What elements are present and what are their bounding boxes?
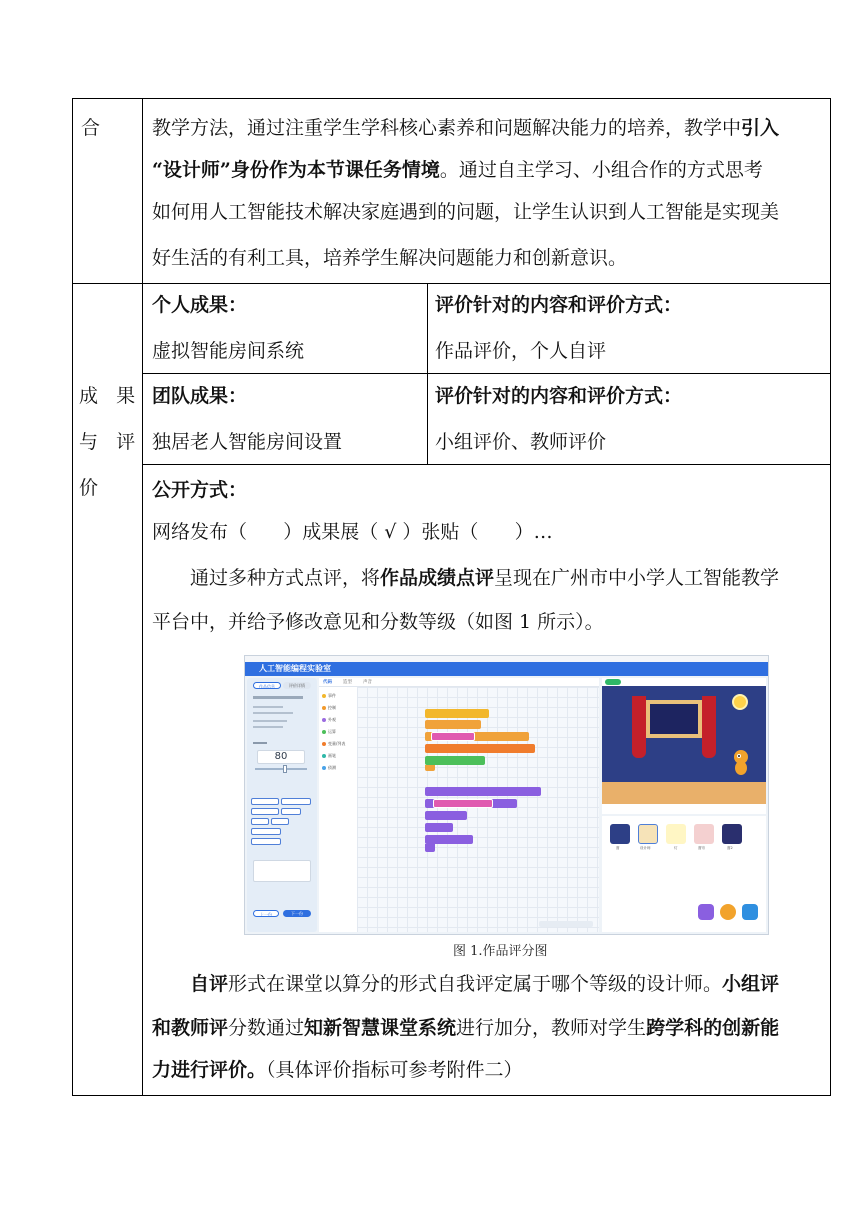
table-bottom-border [72, 1095, 831, 1096]
code-block[interactable] [431, 732, 475, 741]
paint-sprite-icon[interactable] [720, 904, 736, 920]
row-divider-2 [142, 373, 831, 374]
screenshot-evaluation-panel [247, 678, 317, 932]
table-left-border [72, 98, 73, 1096]
sprite-label: 灯 [674, 846, 678, 850]
sprite-label: 窗2 [727, 846, 733, 850]
intro-line-2-bold: “设计师”身份作为本节课任务情境 [152, 159, 440, 181]
add-sprite-icon[interactable] [698, 904, 714, 920]
tag-button-7[interactable] [251, 828, 281, 835]
green-flag-button[interactable] [605, 679, 621, 685]
category-control-dot [322, 706, 326, 710]
category-looks-label: 外观 [328, 717, 336, 722]
p2-l3-bold-a: 力进行评价。 [152, 1059, 267, 1081]
evaluation-screenshot [244, 655, 769, 935]
stage-scene [602, 686, 766, 804]
row-divider-3 [142, 464, 831, 465]
p2-l2-bold-e: 跨学科的创新能 [646, 1017, 780, 1039]
category-looks[interactable] [322, 717, 336, 723]
score-slider-knob[interactable] [283, 765, 287, 773]
section-label-line-3: 价 [79, 477, 99, 499]
inner-column-divider [427, 283, 428, 465]
team-eval-value: 小组评价、教师评价 [435, 431, 607, 453]
p2-bold-c: 小组评 [722, 973, 780, 995]
tag-button-2[interactable] [281, 798, 311, 805]
personal-eval-heading: 评价针对的内容和评价方式： [435, 294, 683, 316]
code-block-bracket [425, 844, 435, 852]
code-block[interactable] [433, 799, 493, 808]
category-variables-dot [322, 742, 326, 746]
p2-text-b: 形式在课堂以算分的形式自我评定属于哪个等级的设计师。 [228, 973, 723, 995]
category-operators-label: 运算 [328, 729, 336, 734]
sprite-properties-bar [602, 804, 766, 814]
comment-textarea[interactable] [253, 860, 311, 882]
scene-curtain-right [702, 696, 716, 758]
tag-button-3[interactable] [251, 808, 279, 815]
code-block[interactable] [425, 709, 489, 718]
code-canvas[interactable] [357, 687, 599, 932]
intro-line-1 [152, 116, 779, 140]
screenshot-code-tabs [319, 678, 599, 687]
category-variables-label: 变量/列表 [328, 741, 346, 746]
sprite-thumb[interactable] [694, 824, 714, 844]
p2-bold-a: 自评 [190, 973, 229, 995]
info-placeholder-6 [253, 742, 267, 744]
stage-toolbar [602, 678, 766, 686]
zoom-controls[interactable] [539, 921, 593, 927]
tab-sound[interactable]: 声音 [363, 680, 372, 685]
info-placeholder-3 [253, 712, 293, 714]
scene-floor [602, 782, 766, 804]
screenshot-app-title: 人工智能编程实验室 [259, 664, 331, 673]
tag-button-1[interactable] [251, 798, 279, 805]
sprite-thumb[interactable] [610, 824, 630, 844]
category-events-dot [322, 694, 326, 698]
row-divider-1 [72, 283, 831, 284]
info-placeholder-5 [253, 726, 283, 728]
p1-bold: 作品成绩点评 [380, 567, 495, 589]
table-top-border [72, 98, 831, 99]
code-block[interactable] [425, 720, 481, 729]
score-slider-track[interactable] [255, 768, 307, 770]
sprite-label: 窗帘 [698, 846, 705, 850]
category-events[interactable] [322, 693, 336, 699]
sprite-label: 窗 [616, 846, 620, 850]
intro-line-2 [152, 158, 763, 182]
tag-button-8[interactable] [251, 838, 281, 845]
sprite-thumb[interactable] [722, 824, 742, 844]
intro-line-3: 如何用人工智能技术解决家庭遇到的问题，让学生认识到人工智能是实现美 [152, 201, 780, 223]
tab-code[interactable]: 代码 [323, 680, 332, 685]
intro-line-2-text: 。通过自主学习、小组合作的方式思考 [439, 159, 763, 181]
sprite-panel [602, 816, 766, 932]
category-operators[interactable] [322, 729, 336, 735]
info-placeholder-2 [253, 706, 283, 708]
intro-line-1-bold: 引入 [741, 117, 780, 139]
category-events-label: 事件 [328, 693, 336, 698]
scene-window [646, 700, 702, 738]
tab-costume[interactable]: 造型 [343, 680, 352, 685]
intro-line-1-text: 教学方法，通过注重学生学科核心素养和问题解决能力的培养，教学中 [152, 117, 742, 139]
code-block[interactable] [425, 823, 453, 832]
table-right-border [830, 98, 831, 1096]
tag-button-4[interactable] [281, 808, 301, 815]
team-eval-heading: 评价针对的内容和评价方式： [435, 385, 683, 407]
category-sensing-label: 侦测 [328, 765, 336, 770]
code-block-bracket [425, 765, 435, 771]
public-paragraph-2-line-2 [152, 1016, 779, 1040]
category-operators-dot [322, 730, 326, 734]
personal-value: 虚拟智能房间系统 [152, 340, 305, 362]
next-button[interactable]: 下一份 [283, 910, 311, 917]
label-column-divider [142, 98, 143, 1096]
score-input[interactable]: 80 [257, 750, 305, 764]
tag-button-6[interactable] [271, 818, 289, 825]
scene-curtain-left [632, 696, 646, 758]
category-looks-dot [322, 718, 326, 722]
scene-character [730, 748, 752, 776]
public-paragraph-1 [190, 566, 779, 590]
personal-heading: 个人成果： [152, 294, 248, 316]
sprite-thumb[interactable] [638, 824, 658, 844]
info-placeholder-4 [253, 720, 287, 722]
category-sensing[interactable] [322, 765, 336, 771]
public-paragraph-2 [190, 972, 779, 996]
figure-caption: 图 1.作品评分图 [453, 944, 548, 959]
category-pen[interactable] [322, 753, 336, 759]
public-paragraph-2-line-3 [152, 1058, 523, 1082]
screenshot-header [245, 662, 768, 676]
p2-l2-text-d: 进行加分，教师对学生 [456, 1017, 647, 1039]
scene-lamp [732, 694, 748, 710]
p2-l2-bold-c: 知新智慧课堂系统 [304, 1017, 457, 1039]
tag-button-5[interactable] [251, 818, 269, 825]
code-block[interactable] [425, 811, 467, 820]
p2-l2-bold-a: 和教师评 [152, 1017, 229, 1039]
section-label-line-2: 与 评 [79, 431, 138, 453]
category-control-label: 控制 [328, 705, 336, 710]
sprite-label: 设计师 [640, 846, 651, 850]
public-heading: 公开方式： [152, 479, 248, 501]
prev-button[interactable]: 上一份 [253, 910, 279, 917]
p2-l3-text-b: （具体评价指标可参考附件二） [266, 1059, 523, 1081]
sprite-thumb[interactable] [666, 824, 686, 844]
category-variables[interactable] [322, 741, 345, 747]
public-paragraph-1-line-2: 平台中，并给予修改意见和分数等级（如图 1 所示）。 [152, 611, 604, 633]
backdrop-icon[interactable] [742, 904, 758, 920]
info-placeholder-1 [253, 696, 303, 699]
category-pen-dot [322, 754, 326, 758]
code-block[interactable] [425, 835, 473, 844]
category-pen-label: 画笔 [328, 753, 336, 758]
row-intro-label: 合 [81, 117, 101, 139]
code-block[interactable] [425, 787, 541, 796]
category-sensing-dot [322, 766, 326, 770]
public-options: 网络发布（ ）成果展（ √ ）张贴（ ）… [152, 521, 553, 543]
intro-line-4: 好生活的有利工具，培养学生解决问题能力和创新意识。 [152, 247, 628, 269]
screenshot-category-bar [319, 687, 357, 932]
work-info-tab[interactable]: 作品信息 [253, 682, 281, 689]
code-block[interactable] [425, 756, 485, 765]
code-block[interactable] [425, 744, 535, 753]
personal-eval-value: 作品评价，个人自评 [435, 340, 607, 362]
category-control[interactable] [322, 705, 336, 711]
team-value: 独居老人智能房间设置 [152, 431, 343, 453]
section-label-line-1: 成 果 [79, 385, 138, 407]
p1-text-c: 呈现在广州市中小学人工智能教学 [494, 567, 780, 589]
eval-detail-tab[interactable]: 评价详情 [283, 682, 311, 689]
team-heading: 团队成果： [152, 385, 248, 407]
p2-l2-text-b: 分数通过 [228, 1017, 305, 1039]
p1-text-a: 通过多种方式点评，将 [190, 567, 381, 589]
